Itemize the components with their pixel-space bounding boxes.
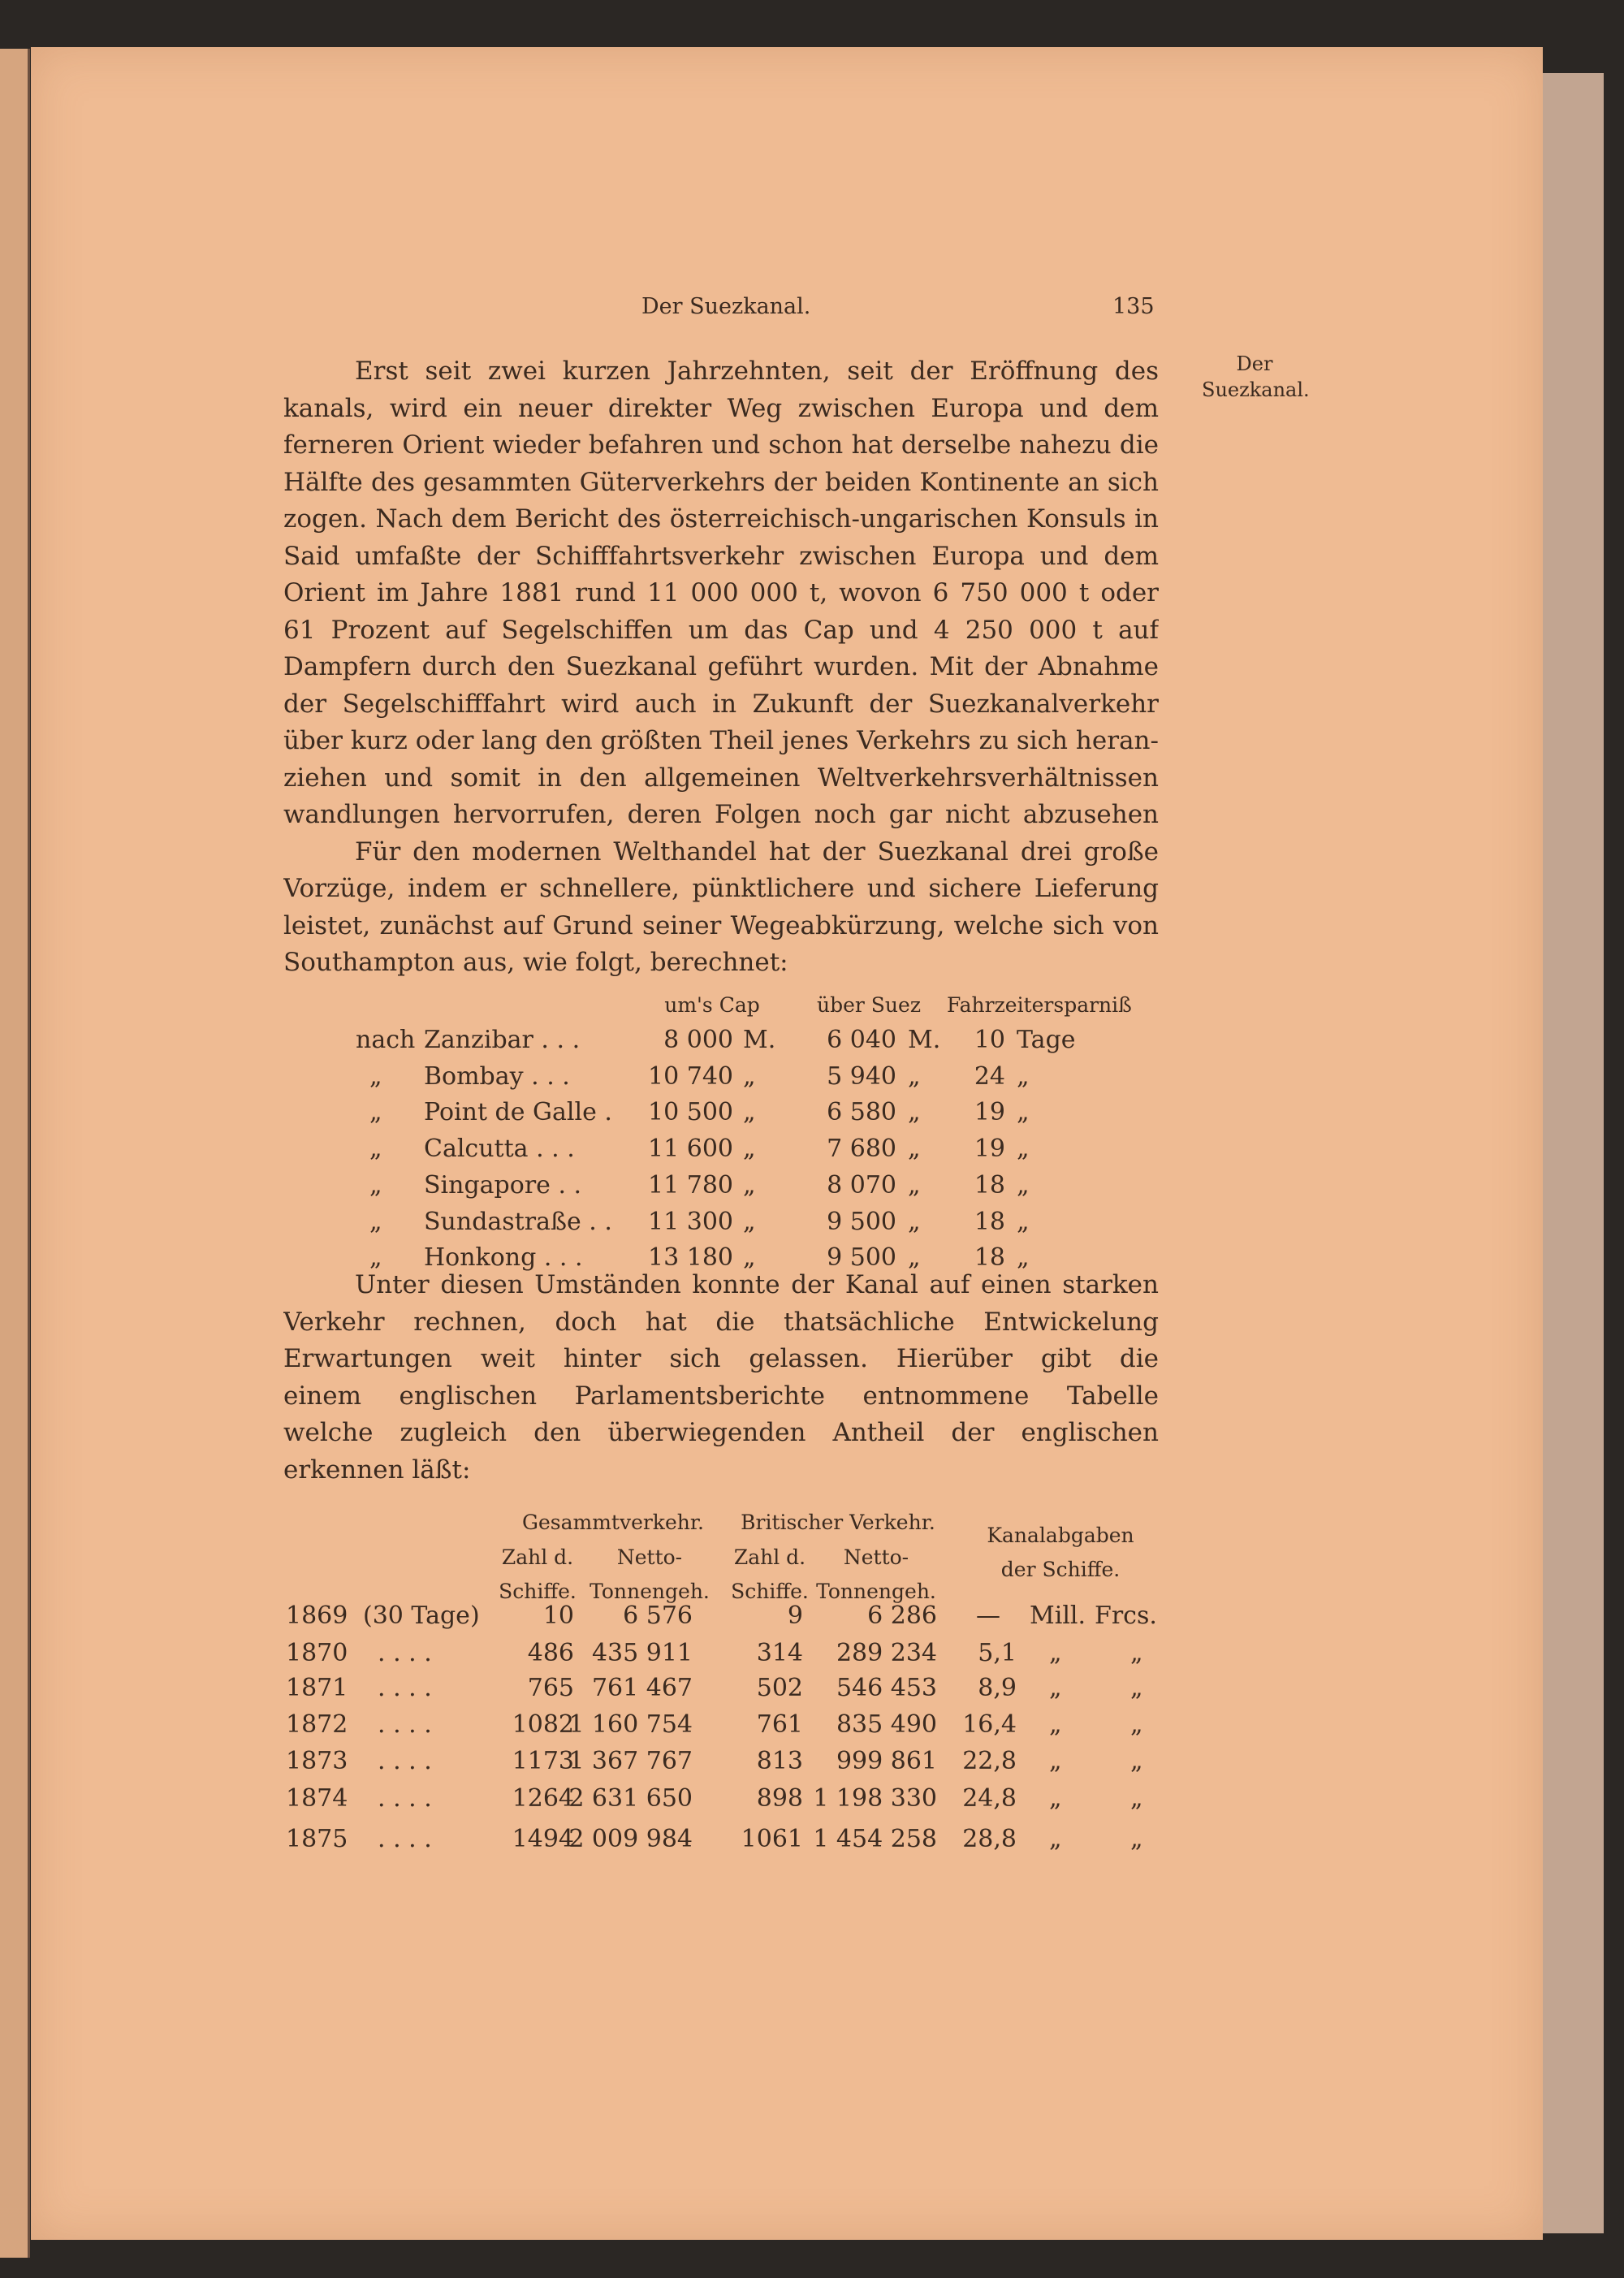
year: 1875 — [286, 1825, 348, 1853]
paragraph-1-line: Hälfte des gesammten Güterverkehrs der beiden Kontinente an sich — [283, 467, 1159, 497]
header-ships: Schiffe. — [499, 1580, 577, 1603]
net-tonnage: 435 911 — [591, 1639, 693, 1667]
year: 1870 — [286, 1639, 348, 1667]
suez-distance: 9 500 — [827, 1208, 896, 1236]
suez-distance: 5 940 — [827, 1062, 896, 1091]
cape-unit: „ — [743, 1135, 756, 1163]
paragraph-1-line: kanals, wird ein neuer direkter Weg zwischen Europa und dem — [283, 393, 1159, 423]
dues-unit: „ — [1130, 1674, 1143, 1702]
dues-unit: Mill. — [1030, 1602, 1086, 1630]
days-unit: „ — [1017, 1135, 1030, 1163]
paragraph-3-line: Erwartungen weit hinter sich gelassen. Hierüber gibt die — [283, 1344, 1159, 1373]
dues-unit: „ — [1130, 1784, 1143, 1813]
ships-count: 10 — [542, 1602, 574, 1630]
suez-distance: 8 070 — [827, 1171, 896, 1200]
dues-unit: „ — [1049, 1674, 1062, 1702]
margin-note — [1202, 351, 1310, 403]
suez-unit: „ — [908, 1208, 921, 1236]
days-saved: 19 — [974, 1135, 1005, 1163]
ships-count: 486 — [527, 1639, 574, 1667]
row-prefix: „ — [369, 1098, 382, 1126]
dues-unit: „ — [1130, 1639, 1143, 1667]
days-unit: „ — [1017, 1098, 1030, 1126]
ships-count: 1082 — [512, 1710, 574, 1739]
suez-distance: 6 040 — [827, 1026, 896, 1054]
british-ships-count: 314 — [756, 1639, 803, 1667]
header-tonnage: Tonnengeh. — [816, 1580, 936, 1603]
canal-dues: 22,8 — [962, 1747, 1017, 1775]
british-net-tonnage: 1 454 258 — [813, 1825, 937, 1853]
cape-distance: 10 740 — [648, 1062, 733, 1091]
place-name: Zanzibar . . . — [424, 1026, 581, 1054]
header-cape: um's Cap — [664, 993, 760, 1017]
body-text-upper — [283, 353, 1159, 982]
row-label: . . . . — [378, 1710, 432, 1739]
british-net-tonnage: 6 286 — [867, 1602, 937, 1630]
net-tonnage: 1 160 754 — [568, 1710, 693, 1739]
british-ships-count: 813 — [756, 1747, 803, 1775]
paragraph-2-line: Vorzüge, indem er schnellere, pünktlichere und sichere Lieferung — [283, 874, 1159, 903]
dues-unit: „ — [1130, 1710, 1143, 1739]
dues-unit: Frcs. — [1095, 1602, 1157, 1630]
paragraph-1-line: ziehen und somit in den allgemeinen Weltverkehrsverhältnissen — [283, 763, 1159, 793]
header-ships: Zahl d. — [501, 1545, 574, 1569]
cape-unit: „ — [743, 1062, 756, 1091]
paragraph-1-line: ferneren Orient wieder befahren und schon hat derselbe nahezu die — [283, 430, 1159, 460]
days-unit: Tage — [1017, 1026, 1076, 1054]
cape-unit: „ — [743, 1208, 756, 1236]
dues-unit: „ — [1130, 1747, 1143, 1775]
ships-count: 765 — [527, 1674, 574, 1702]
year: 1871 — [286, 1674, 348, 1702]
dues-unit: „ — [1049, 1710, 1062, 1739]
cape-distance: 8 000 — [663, 1026, 733, 1054]
header-ships: Schiffe. — [731, 1580, 809, 1603]
margin-note-line: Suezkanal. — [1202, 378, 1310, 401]
place-name: Singapore . . — [424, 1171, 582, 1200]
paragraph-1-line: wandlungen hervorrufen, deren Folgen noch gar nicht abzusehen — [283, 800, 1159, 829]
header-suez: über Suez — [817, 993, 921, 1017]
place-name: Sundastraße . . — [424, 1208, 612, 1236]
paragraph-3-line: einem englischen Parlamentsberichte entnommene Tabelle — [283, 1381, 1159, 1411]
ships-count: 1264 — [512, 1784, 574, 1813]
days-saved: 10 — [974, 1026, 1005, 1054]
row-label: . . . . — [378, 1747, 432, 1775]
days-saved: 24 — [974, 1062, 1005, 1091]
days-saved: 18 — [974, 1208, 1005, 1236]
paragraph-2-line: Southampton aus, wie folgt, berechnet: — [283, 948, 788, 977]
row-prefix: nach — [356, 1026, 416, 1054]
cape-distance: 11 780 — [648, 1171, 733, 1200]
body-text-lower — [283, 1267, 1159, 1489]
british-net-tonnage: 835 490 — [836, 1710, 937, 1739]
british-ships-count: 761 — [756, 1710, 803, 1739]
header-tonnage: Netto- — [616, 1545, 683, 1569]
british-net-tonnage: 1 198 330 — [813, 1784, 937, 1813]
row-label: . . . . — [378, 1639, 432, 1667]
cape-distance: 13 180 — [648, 1243, 733, 1272]
cape-distance: 11 300 — [648, 1208, 733, 1236]
suez-unit: „ — [908, 1243, 921, 1272]
place-name: Honkong . . . — [424, 1243, 583, 1272]
british-net-tonnage: 546 453 — [836, 1674, 937, 1702]
header-tonnage: Netto- — [843, 1545, 909, 1569]
canal-dues: 16,4 — [962, 1710, 1017, 1739]
days-unit: „ — [1017, 1243, 1030, 1272]
row-prefix: „ — [369, 1171, 382, 1200]
suez-unit: „ — [908, 1098, 921, 1126]
header-total: Gesammtverkehr. — [521, 1511, 705, 1534]
year: 1873 — [286, 1747, 348, 1775]
paragraph-2-line: leistet, zunächst auf Grund seiner Wegeabkürzung, welche sich von — [283, 910, 1159, 940]
place-name: Bombay . . . — [424, 1062, 570, 1091]
suez-distance: 9 500 — [827, 1243, 896, 1272]
year: 1874 — [286, 1784, 348, 1813]
suez-unit: „ — [908, 1062, 921, 1091]
paragraph-3-line: erkennen läßt: — [283, 1455, 471, 1485]
facing-page-edge — [0, 49, 30, 2258]
net-tonnage: 2 009 984 — [568, 1825, 693, 1853]
british-ships-count: 1061 — [741, 1825, 803, 1853]
net-tonnage: 1 367 767 — [568, 1747, 693, 1775]
year: 1869 — [286, 1602, 348, 1630]
place-name: Calcutta . . . — [424, 1135, 575, 1163]
header-dues: Kanalabgaben — [987, 1524, 1134, 1547]
dues-unit: „ — [1049, 1825, 1062, 1853]
net-tonnage: 6 576 — [623, 1602, 693, 1630]
ships-count: 1494 — [512, 1825, 574, 1853]
canal-dues: 5,1 — [978, 1639, 1017, 1667]
paragraph-1-line: Orient im Jahre 1881 rund 11 000 000 t, wovon 6 750 000 t oder — [283, 578, 1159, 607]
row-prefix: „ — [369, 1243, 382, 1272]
net-tonnage: 2 631 650 — [568, 1784, 693, 1813]
paragraph-1-line: 61 Prozent auf Segelschiffen um das Cap und 4 250 000 t auf — [283, 615, 1159, 645]
row-label: . . . . — [378, 1825, 432, 1853]
paragraph-2-line: Für den modernen Welthandel hat der Suezkanal drei große — [355, 836, 1159, 867]
dues-unit: „ — [1049, 1747, 1062, 1775]
cape-distance: 11 600 — [648, 1135, 733, 1163]
british-ships-count: 898 — [756, 1784, 803, 1813]
paragraph-3-line: Verkehr rechnen, doch hat die thatsächliche Entwickelung — [283, 1307, 1159, 1337]
suez-distance: 7 680 — [827, 1135, 896, 1163]
days-saved: 18 — [974, 1171, 1005, 1200]
cape-distance: 10 500 — [648, 1098, 733, 1126]
ships-count: 1173 — [512, 1747, 574, 1775]
cape-unit: M. — [743, 1026, 776, 1054]
british-net-tonnage: 289 234 — [836, 1639, 937, 1667]
row-prefix: „ — [369, 1062, 382, 1091]
canal-dues: 28,8 — [962, 1825, 1017, 1853]
days-unit: „ — [1017, 1171, 1030, 1200]
british-ships-count: 502 — [756, 1674, 803, 1702]
row-prefix: „ — [369, 1208, 382, 1236]
canal-dues: — — [976, 1602, 1000, 1630]
cape-unit: „ — [743, 1171, 756, 1200]
suez-unit: „ — [908, 1135, 921, 1163]
margin-note-line: Der — [1236, 352, 1273, 375]
row-label: . . . . — [378, 1674, 432, 1702]
place-name: Point de Galle . — [424, 1098, 612, 1126]
running-title: Der Suezkanal. — [641, 294, 811, 319]
british-ships-count: 9 — [787, 1602, 803, 1630]
paragraph-3-line: Unter diesen Umständen konnte der Kanal auf einen starken — [355, 1270, 1159, 1299]
dues-unit: „ — [1049, 1784, 1062, 1813]
row-label: (30 Tage) — [363, 1602, 480, 1630]
canal-dues: 8,9 — [978, 1674, 1017, 1702]
header-saving: Fahrzeitersparniß — [947, 993, 1132, 1017]
paragraph-1-line: Said umfaßte der Schifffahrtsverkehr zwischen Europa und dem — [283, 541, 1159, 571]
cape-unit: „ — [743, 1243, 756, 1272]
days-saved: 19 — [974, 1098, 1005, 1126]
suez-unit: „ — [908, 1171, 921, 1200]
paragraph-1-line: Dampfern durch den Suezkanal geführt wurden. Mit der Abnahme — [283, 652, 1159, 681]
header-ships: Zahl d. — [733, 1545, 806, 1569]
british-net-tonnage: 999 861 — [836, 1747, 937, 1775]
days-saved: 18 — [974, 1243, 1005, 1272]
days-unit: „ — [1017, 1208, 1030, 1236]
dues-unit: „ — [1130, 1825, 1143, 1853]
header-dues: der Schiffe. — [1000, 1558, 1121, 1581]
header-british: Britischer Verkehr. — [741, 1511, 935, 1534]
paragraph-1-line: Erst seit zwei kurzen Jahrzehnten, seit der Eröffnung des — [355, 357, 1159, 386]
page-number: 135 — [1112, 294, 1155, 319]
dues-unit: „ — [1049, 1639, 1062, 1667]
paragraph-1-line: der Segelschifffahrt wird auch in Zukunft der Suezkanalverkehr — [283, 689, 1159, 719]
suez-distance: 6 580 — [827, 1098, 896, 1126]
paragraph-3-line: welche zugleich den überwiegenden Antheil der englischen — [283, 1418, 1159, 1447]
year: 1872 — [286, 1710, 348, 1739]
canal-dues: 24,8 — [962, 1784, 1017, 1813]
days-unit: „ — [1017, 1062, 1030, 1091]
suez-unit: M. — [908, 1026, 941, 1054]
paragraph-1-line: über kurz oder lang den größten Theil jenes Verkehrs zu sich heran- — [283, 726, 1159, 755]
net-tonnage: 761 467 — [591, 1674, 693, 1702]
row-label: . . . . — [378, 1784, 432, 1813]
header-tonnage: Tonnengeh. — [590, 1580, 710, 1603]
paragraph-1-line: zogen. Nach dem Bericht des österreichisch-ungarischen Konsuls in — [283, 504, 1159, 534]
row-prefix: „ — [369, 1135, 382, 1163]
cape-unit: „ — [743, 1098, 756, 1126]
